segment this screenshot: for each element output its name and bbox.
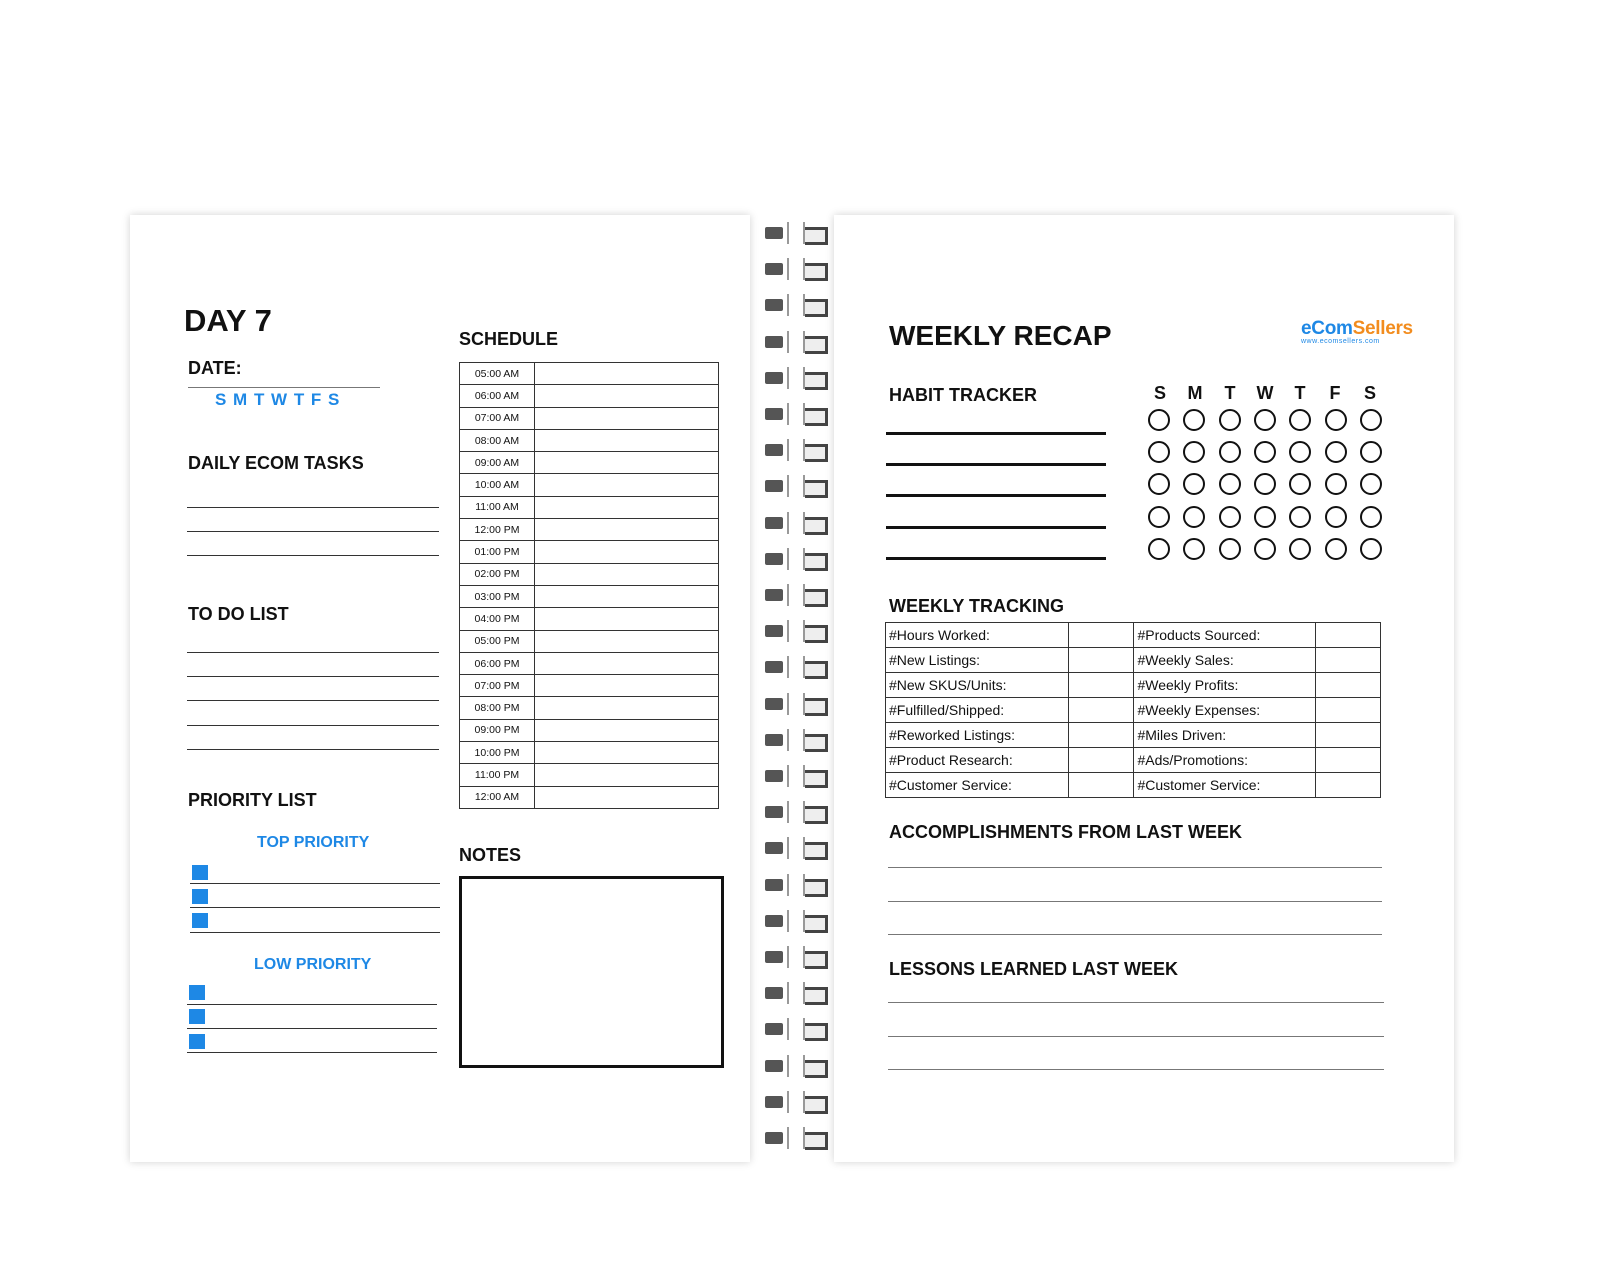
spiral-coil — [765, 1055, 827, 1077]
spiral-coil — [765, 403, 827, 425]
habit-checkbox[interactable] — [1183, 409, 1205, 431]
tracking-value[interactable] — [1069, 673, 1134, 698]
schedule-row — [460, 563, 719, 585]
habit-checkbox[interactable] — [1219, 538, 1241, 560]
schedule-time: 11:00 PM — [460, 764, 535, 786]
spiral-coil — [765, 946, 827, 968]
schedule-time: 05:00 PM — [460, 630, 535, 652]
spiral-coil — [765, 620, 827, 642]
lessons-heading: LESSONS LEARNED LAST WEEK — [889, 959, 1179, 979]
habit-checkbox[interactable] — [1183, 538, 1205, 560]
spiral-coil — [765, 1091, 827, 1113]
schedule-time: 07:00 AM — [460, 407, 535, 429]
spiral-coil — [765, 656, 827, 678]
schedule-entry[interactable] — [535, 385, 719, 407]
tracking-label: #Weekly Sales: — [1134, 648, 1315, 673]
habit-line[interactable] — [886, 557, 1106, 560]
tracking-value[interactable] — [1315, 698, 1380, 723]
tracking-row — [886, 723, 1381, 748]
low-priority-label: LOW PRIORITY — [254, 956, 372, 973]
habit-checkbox[interactable] — [1254, 441, 1276, 463]
accomplishment-line[interactable] — [888, 901, 1382, 902]
habit-checkbox[interactable] — [1183, 441, 1205, 463]
spiral-binding — [765, 222, 827, 1160]
schedule-entry[interactable] — [535, 407, 719, 429]
schedule-entry[interactable] — [535, 630, 719, 652]
day-title: DAY 7 — [184, 303, 272, 338]
tracking-row — [886, 673, 1381, 698]
habit-checkbox[interactable] — [1360, 409, 1382, 431]
schedule-time: 08:00 AM — [460, 429, 535, 451]
tracking-value[interactable] — [1069, 723, 1134, 748]
schedule-time: 10:00 AM — [460, 474, 535, 496]
task-line[interactable] — [187, 555, 439, 556]
priority-line[interactable] — [190, 932, 440, 933]
habit-checkbox[interactable] — [1360, 506, 1382, 528]
tracking-row — [886, 623, 1381, 648]
habit-checkbox[interactable] — [1219, 473, 1241, 495]
habit-day-label: M — [1187, 383, 1203, 403]
schedule-entry[interactable] — [535, 363, 719, 385]
lesson-line[interactable] — [888, 1002, 1384, 1003]
schedule-entry[interactable] — [535, 786, 719, 808]
schedule-time: 05:00 AM — [460, 363, 535, 385]
weekly-recap-title: WEEKLY RECAP — [889, 320, 1112, 351]
schedule-time: 11:00 AM — [460, 496, 535, 518]
spiral-coil — [765, 729, 827, 751]
schedule-row — [460, 385, 719, 407]
habit-checkbox[interactable] — [1289, 441, 1311, 463]
habit-checkbox[interactable] — [1148, 441, 1170, 463]
tracking-label: #Miles Driven: — [1134, 723, 1315, 748]
spiral-coil — [765, 982, 827, 1004]
habit-checkbox[interactable] — [1360, 538, 1382, 560]
schedule-row — [460, 608, 719, 630]
habit-tracker-heading: HABIT TRACKER — [889, 385, 1037, 405]
priority-line[interactable] — [190, 883, 440, 884]
habit-row — [1145, 506, 1385, 528]
habit-checkbox[interactable] — [1325, 473, 1347, 495]
habit-row — [1145, 473, 1385, 495]
habit-checkbox[interactable] — [1360, 441, 1382, 463]
spiral-coil — [765, 1018, 827, 1040]
lesson-line[interactable] — [888, 1069, 1384, 1070]
spiral-coil — [765, 1127, 827, 1149]
date-line[interactable] — [188, 387, 380, 388]
habit-checkbox[interactable] — [1325, 409, 1347, 431]
schedule-time: 06:00 AM — [460, 385, 535, 407]
tracking-label: #Products Sourced: — [1134, 623, 1315, 648]
spiral-coil — [765, 512, 827, 534]
spiral-coil — [765, 331, 827, 353]
schedule-row — [460, 675, 719, 697]
spiral-coil — [765, 910, 827, 932]
weekly-tracking-table — [885, 622, 1381, 798]
tracking-label: #Reworked Listings: — [886, 723, 1069, 748]
tracking-value[interactable] — [1315, 623, 1380, 648]
priority-line[interactable] — [187, 1004, 437, 1005]
spiral-coil — [765, 294, 827, 316]
tracking-label: #Product Research: — [886, 748, 1069, 773]
habit-line[interactable] — [886, 526, 1106, 529]
schedule-entry[interactable] — [535, 429, 719, 451]
habit-row — [1145, 538, 1385, 560]
tracking-row — [886, 748, 1381, 773]
todo-line[interactable] — [187, 676, 439, 677]
schedule-entry[interactable] — [535, 452, 719, 474]
habit-checkbox[interactable] — [1325, 506, 1347, 528]
todo-line[interactable] — [187, 700, 439, 701]
schedule-row — [460, 452, 719, 474]
schedule-entry[interactable] — [535, 742, 719, 764]
low-priority-checkbox[interactable] — [189, 1034, 205, 1049]
schedule-time: 07:00 PM — [460, 675, 535, 697]
habit-checkbox[interactable] — [1183, 473, 1205, 495]
priority-heading: PRIORITY LIST — [188, 790, 317, 810]
notes-heading: NOTES — [459, 845, 522, 865]
habit-checkbox[interactable] — [1325, 441, 1347, 463]
tracking-value[interactable] — [1069, 648, 1134, 673]
schedule-time: 10:00 PM — [460, 742, 535, 764]
habit-checkbox[interactable] — [1360, 473, 1382, 495]
top-priority-label: TOP PRIORITY — [257, 834, 370, 851]
tracking-value[interactable] — [1069, 623, 1134, 648]
todo-line[interactable] — [187, 725, 439, 726]
schedule-entry[interactable] — [535, 764, 719, 786]
habit-day-label: F — [1329, 383, 1341, 403]
tracking-value[interactable] — [1069, 748, 1134, 773]
habit-checkbox[interactable] — [1254, 506, 1276, 528]
date-label: DATE: — [188, 358, 242, 378]
ecomsellers-logo: eComSellers www.ecomsellers.com — [1301, 318, 1413, 345]
tracking-value[interactable] — [1069, 698, 1134, 723]
tracking-value[interactable] — [1069, 773, 1134, 798]
accomplishment-line[interactable] — [888, 867, 1382, 868]
todo-heading: TO DO LIST — [188, 604, 289, 624]
schedule-row — [460, 363, 719, 385]
schedule-time: 02:00 PM — [460, 563, 535, 585]
spiral-coil — [765, 801, 827, 823]
habit-checkbox[interactable] — [1289, 538, 1311, 560]
spiral-coil — [765, 222, 827, 244]
schedule-row — [460, 519, 719, 541]
schedule-entry[interactable] — [535, 563, 719, 585]
schedule-row — [460, 407, 719, 429]
spiral-coil — [765, 367, 827, 389]
schedule-entry[interactable] — [535, 474, 719, 496]
habit-checkbox[interactable] — [1254, 538, 1276, 560]
habit-days — [1145, 383, 1385, 404]
spiral-coil — [765, 874, 827, 896]
notes-box[interactable] — [459, 876, 724, 1068]
schedule-row — [460, 742, 719, 764]
priority-line[interactable] — [190, 907, 440, 908]
weekly-tracking-heading: WEEKLY TRACKING — [889, 596, 1065, 616]
schedule-entry[interactable] — [535, 719, 719, 741]
low-priority-checkbox[interactable] — [189, 1009, 205, 1024]
tracking-row — [886, 648, 1381, 673]
tracking-label: #Weekly Expenses: — [1134, 698, 1315, 723]
todo-line[interactable] — [187, 749, 439, 750]
schedule-row — [460, 585, 719, 607]
accomplishments-heading: ACCOMPLISHMENTS FROM LAST WEEK — [889, 822, 1242, 842]
tracking-label: #New Listings: — [886, 648, 1069, 673]
habit-checkbox[interactable] — [1219, 506, 1241, 528]
schedule-entry[interactable] — [535, 496, 719, 518]
habit-line[interactable] — [886, 463, 1106, 466]
habit-checkbox[interactable] — [1289, 409, 1311, 431]
tracking-value[interactable] — [1315, 723, 1380, 748]
habit-checkbox[interactable] — [1148, 409, 1170, 431]
habit-checkbox[interactable] — [1289, 473, 1311, 495]
spiral-coil — [765, 258, 827, 280]
tracking-label: #Fulfilled/Shipped: — [886, 698, 1069, 723]
habit-checkbox[interactable] — [1148, 506, 1170, 528]
habit-checkbox[interactable] — [1148, 473, 1170, 495]
lesson-line[interactable] — [888, 1036, 1384, 1037]
schedule-time: 12:00 PM — [460, 519, 535, 541]
schedule-row — [460, 474, 719, 496]
habit-checkbox[interactable] — [1289, 506, 1311, 528]
schedule-time: 09:00 AM — [460, 452, 535, 474]
schedule-table — [459, 362, 719, 809]
schedule-time: 09:00 PM — [460, 719, 535, 741]
schedule-entry[interactable] — [535, 585, 719, 607]
schedule-row — [460, 541, 719, 563]
schedule-entry[interactable] — [535, 652, 719, 674]
tracking-row — [886, 773, 1381, 798]
schedule-time: 12:00 AM — [460, 786, 535, 808]
top-priority-checkbox[interactable] — [192, 889, 208, 904]
schedule-time: 03:00 PM — [460, 585, 535, 607]
schedule-row — [460, 630, 719, 652]
tracking-value[interactable] — [1315, 773, 1380, 798]
schedule-time: 06:00 PM — [460, 652, 535, 674]
top-priority-checkbox[interactable] — [192, 865, 208, 880]
habit-day-label: W — [1256, 383, 1274, 403]
habit-day-label: S — [1153, 383, 1166, 403]
tracking-label: #Customer Service: — [1134, 773, 1315, 798]
schedule-row — [460, 496, 719, 518]
habit-checkbox[interactable] — [1148, 538, 1170, 560]
spiral-coil — [765, 693, 827, 715]
habit-checkbox[interactable] — [1254, 473, 1276, 495]
schedule-entry[interactable] — [535, 608, 719, 630]
tracking-label: #New SKUS/Units: — [886, 673, 1069, 698]
tracking-label: #Hours Worked: — [886, 623, 1069, 648]
task-line[interactable] — [187, 531, 439, 532]
tracking-row — [886, 698, 1381, 723]
habit-row — [1145, 409, 1385, 431]
habit-checkbox[interactable] — [1219, 441, 1241, 463]
spiral-coil — [765, 439, 827, 461]
spiral-coil — [765, 475, 827, 497]
tracking-label: #Ads/Promotions: — [1134, 748, 1315, 773]
spiral-coil — [765, 837, 827, 859]
habit-line[interactable] — [886, 494, 1106, 497]
weekday-letters[interactable]: S M T W T F S — [215, 390, 341, 409]
habit-checkbox[interactable] — [1254, 409, 1276, 431]
schedule-time: 01:00 PM — [460, 541, 535, 563]
spiral-coil — [765, 584, 827, 606]
schedule-heading: SCHEDULE — [459, 329, 559, 349]
tracking-value[interactable] — [1315, 673, 1380, 698]
habit-checkbox[interactable] — [1325, 538, 1347, 560]
tracking-label: #Customer Service: — [886, 773, 1069, 798]
accomplishment-line[interactable] — [888, 934, 1382, 935]
schedule-row — [460, 786, 719, 808]
schedule-row — [460, 652, 719, 674]
schedule-row — [460, 719, 719, 741]
daily-tasks-heading: DAILY ECOM TASKS — [188, 453, 364, 473]
spiral-coil — [765, 765, 827, 787]
schedule-entry[interactable] — [535, 697, 719, 719]
priority-line[interactable] — [187, 1028, 437, 1029]
priority-line[interactable] — [187, 1052, 437, 1053]
schedule-row — [460, 429, 719, 451]
schedule-entry[interactable] — [535, 541, 719, 563]
schedule-entry[interactable] — [535, 519, 719, 541]
tracking-value[interactable] — [1315, 748, 1380, 773]
schedule-time: 08:00 PM — [460, 697, 535, 719]
schedule-entry[interactable] — [535, 675, 719, 697]
top-priority-checkbox[interactable] — [192, 913, 208, 928]
schedule-time: 04:00 PM — [460, 608, 535, 630]
task-line[interactable] — [187, 507, 439, 508]
habit-day-label: T — [1294, 383, 1306, 403]
habit-checkbox[interactable] — [1183, 506, 1205, 528]
tracking-label: #Weekly Profits: — [1134, 673, 1315, 698]
schedule-row — [460, 764, 719, 786]
spiral-coil — [765, 548, 827, 570]
schedule-row — [460, 697, 719, 719]
habit-row — [1145, 441, 1385, 463]
habit-checkbox[interactable] — [1219, 409, 1241, 431]
tracking-value[interactable] — [1315, 648, 1380, 673]
habit-line[interactable] — [886, 432, 1106, 435]
todo-line[interactable] — [187, 652, 439, 653]
habit-day-label: S — [1363, 383, 1376, 403]
habit-day-label: T — [1224, 383, 1236, 403]
low-priority-checkbox[interactable] — [189, 985, 205, 1000]
